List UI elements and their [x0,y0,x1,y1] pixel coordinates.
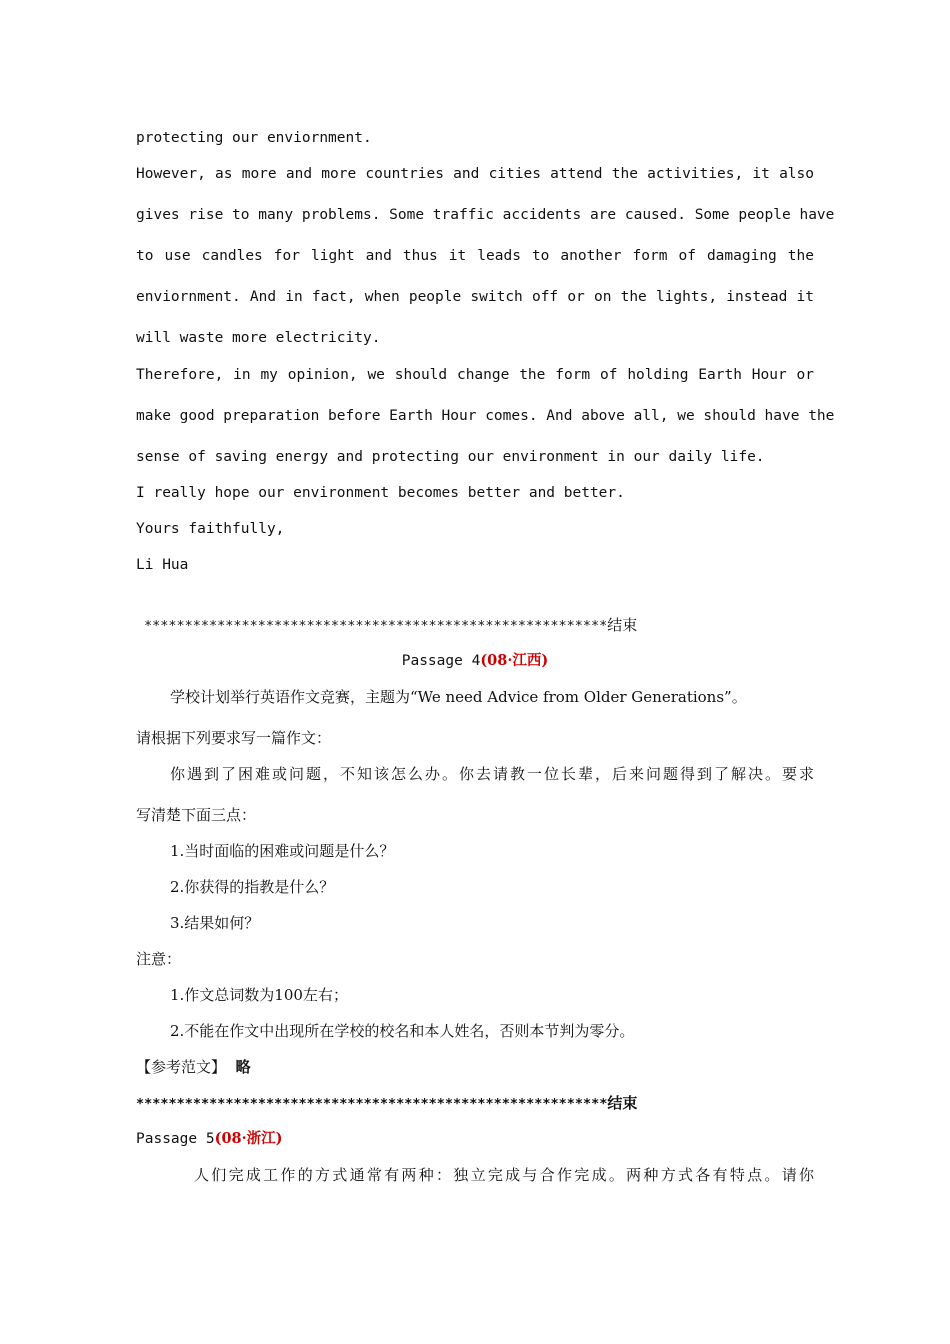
letter-signature: Li Hua [136,557,189,573]
requirement-point: 2.你获得的指教是什么？ [170,878,335,896]
letter-line: sense of saving energy and protecting our environment in our daily life. [136,449,765,465]
passage-4-intro-cont: 请根据下列要求写一篇作文： [136,729,332,747]
letter-line: Therefore, in my opinion, we should change the form of holding Earth Hour or [136,367,814,383]
separator-end-label: 结束 [607,616,638,634]
letter-line: gives rise to many problems. Some traffic accidents are caused. Some people have [136,207,835,223]
note-label: 注意： [136,950,182,968]
separator-end-label: 结束 [607,1094,638,1112]
note-item: 2.不能在作文中出现所在学校的校名和本人姓名，否则本节判为零分。 [170,1022,635,1040]
passage-4-task: 你遇到了困难或问题，不知该怎么办。你去请教一位长辈，后来问题得到了解决。要求 [170,765,814,783]
passage-4-intro: 学校计划举行英语作文竞赛，主题为“We need Advice from Older Generations”。 [170,688,747,706]
letter-line: enviornment. And in fact, when people switch off or on the lights, instead it [136,289,814,305]
passage-title: Passage 5 [136,1131,215,1147]
passage-source: (08·浙江) [214,1130,283,1147]
reference-value: 略 [235,1058,251,1076]
separator-stars: ********************************************************** [136,1096,608,1112]
passage-5-intro: 人们完成工作的方式通常有两种：独立完成与合作完成。两种方式各有特点。请你 [194,1166,814,1184]
letter-line: make good preparation before Earth Hour comes. And above all, we should have the [136,408,835,424]
separator-end-2 [136,1093,814,1114]
separator-end-1 [144,615,822,636]
passage-5-heading [136,1129,814,1149]
requirement-point: 1.当时面临的困难或问题是什么？ [170,842,395,860]
note-item: 1.作文总词数为100左右； [170,986,348,1004]
passage-title: Passage 4 [401,653,481,669]
letter-line: I really hope our environment becomes better and better. [136,485,625,501]
requirement-point: 3.结果如何？ [170,914,260,932]
passage-source: (08·江西) [480,652,549,669]
passage-4-heading [136,651,814,671]
reference-label: 【参考范文】 [136,1058,227,1076]
passage-4-task-cont: 写清楚下面三点： [136,806,257,824]
letter-line: However, as more and more countries and cities attend the activities, it also [136,166,814,182]
reference-answer [136,1057,814,1077]
letter-line: will waste more electricity. [136,330,381,346]
letter-line: protecting our enviornment. [136,130,372,146]
letter-closing: Yours faithfully, [136,521,285,537]
letter-line: to use candles for light and thus it leads to another form of damaging the [136,248,814,264]
separator-stars: ********************************************************* [144,618,608,634]
